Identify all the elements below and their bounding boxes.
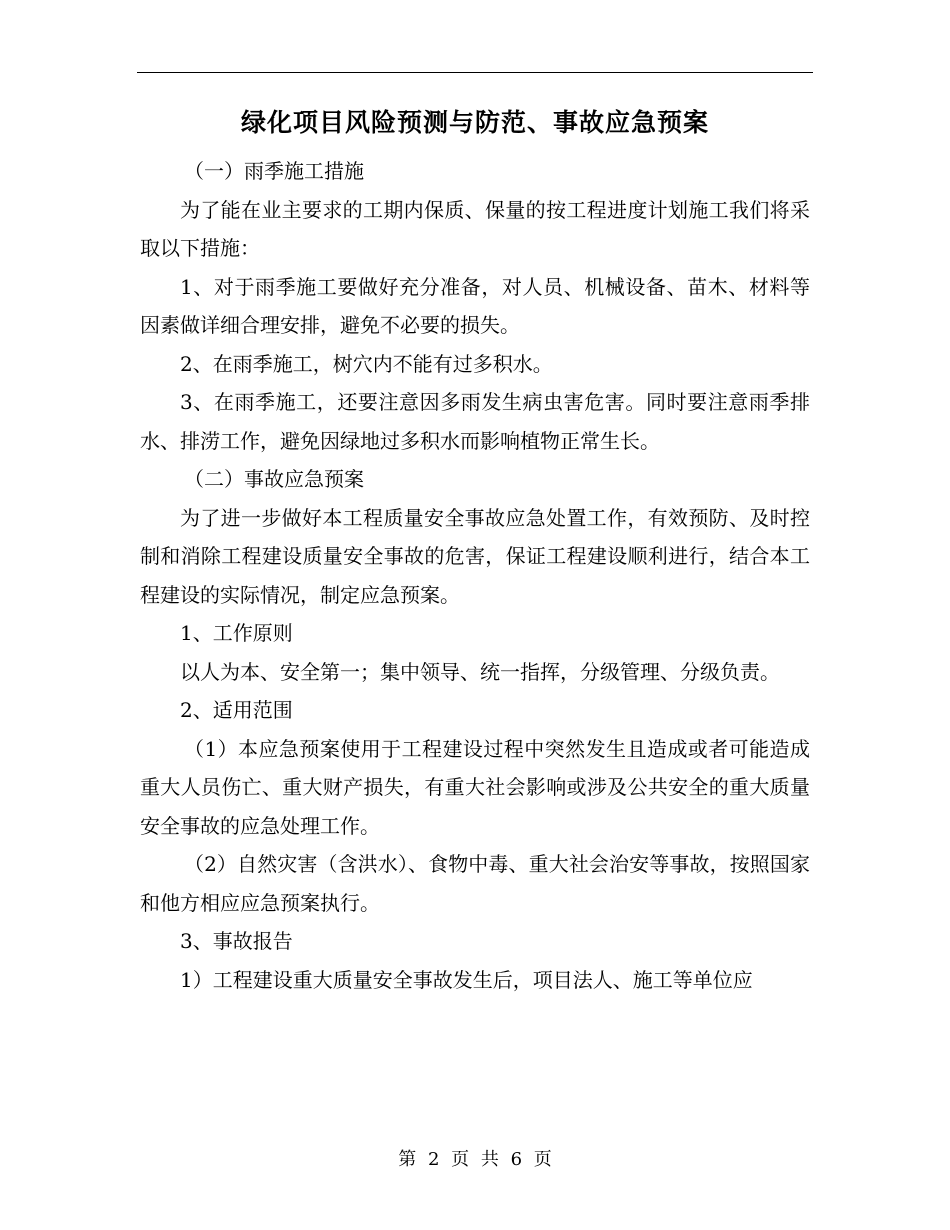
header-rule (137, 72, 813, 73)
paragraph-list (140, 152, 810, 999)
paragraph: 3、在雨季施工，还要注意因多雨发生病虫害危害。同时要注意雨季排水、排涝工作，避免因绿地过多积水而影响植物正常生长。 (140, 390, 810, 453)
paragraph: 以人为本、安全第一；集中领导、统一指挥，分级管理、分级负责。 (180, 659, 780, 684)
page-footer: 第 2 页 共 6 页 (398, 1149, 552, 1170)
paragraph: 2、在雨季施工，树穴内不能有过多积水。 (180, 351, 553, 376)
paragraph: 3、事故报告 (180, 929, 293, 953)
document-body (140, 94, 810, 999)
paragraph: （一）雨季施工措施 (184, 159, 364, 183)
paragraph: 1）工程建设重大质量安全事故发生后，项目法人、施工等单位应 (180, 967, 753, 992)
paragraph: （2）自然灾害（含洪水）、食物中毒、重大社会治安等事故，按照国家和他方相应应急预案执行。 (140, 852, 810, 915)
paragraph: 为了能在业主要求的工期内保质、保量的按工程进度计划施工我们将采取以下措施： (140, 197, 810, 260)
paragraph: 为了进一步做好本工程质量安全事故应急处置工作，有效预防、及时控制和消除工程建设质量安全事故的危害，保证工程建设顺利进行，结合本工程建设的实际情况，制定应急预案。 (140, 505, 810, 607)
paragraph: 1、对于雨季施工要做好充分准备，对人员、机械设备、苗木、材料等因素做详细合理安排，避免不必要的损失。 (140, 274, 810, 337)
paragraph: 1、工作原则 (180, 621, 293, 645)
paragraph: （二）事故应急预案 (184, 467, 364, 491)
paragraph: 2、适用范围 (180, 698, 293, 722)
paragraph: （1）本应急预案使用于工程建设过程中突然发生且造成或者可能造成重大人员伤亡、重大财产损失，有重大社会影响或涉及公共安全的重大质量安全事故的应急处理工作。 (140, 736, 810, 838)
document-title: 绿化项目风险预测与防范、事故应急预案 (240, 108, 709, 137)
